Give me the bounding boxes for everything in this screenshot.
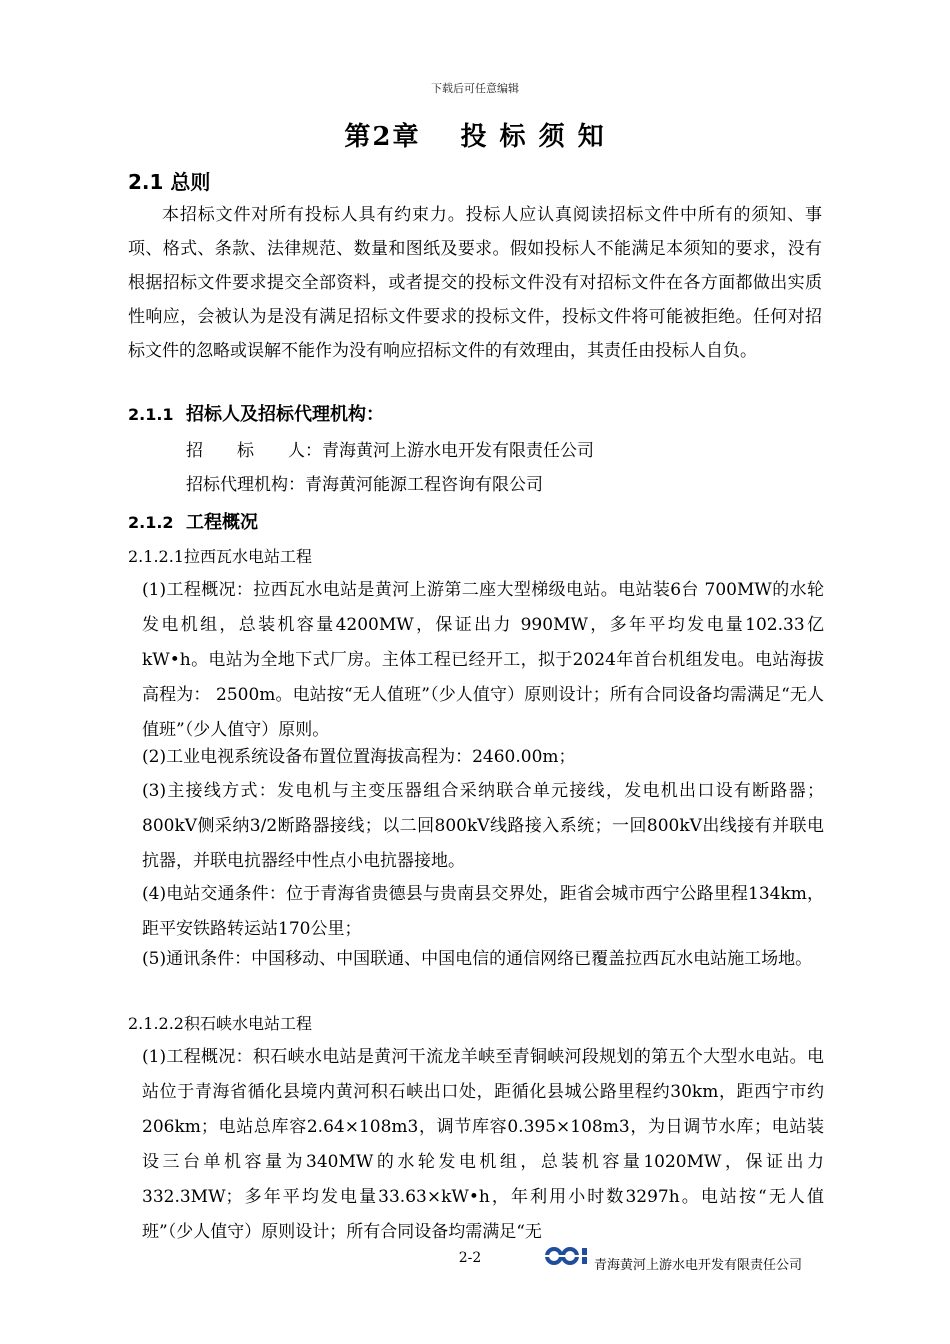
section-title: 招标人及招标代理机构： bbox=[186, 404, 384, 425]
subsection-title-jishixia: 2.1.2.2积石峡水电站工程 bbox=[128, 1014, 312, 1033]
chapter-name: 投 标 须 知 bbox=[460, 122, 606, 152]
subsection-title-laxiwa: 2.1.2.1拉西瓦水电站工程 bbox=[128, 547, 312, 566]
agency-label: 招标代理机构： bbox=[186, 475, 305, 495]
section-heading-2-1-2 bbox=[128, 508, 258, 534]
laxiwa-item-2: (2)工业电视系统设备布置位置海拔高程为：2460.00m； bbox=[142, 747, 576, 767]
laxiwa-item-3: (3)主接线方式：发电机与主变压器组合采纳联合单元接线，发电机出口设有断路器；800kV侧采纳3/2断路器接线；以二回800kV线路接入系统；一回800kV出线接有并联电抗器，并联电抗器经中性点小电抗器接地。 bbox=[142, 781, 824, 871]
agency-line bbox=[186, 468, 543, 502]
section-title: 工程概况 bbox=[186, 512, 258, 533]
laxiwa-item-5: (5)通讯条件：中国移动、中国联通、中国电信的通信网络已覆盖拉西瓦水电站施工场地。 bbox=[142, 949, 813, 969]
jishixia-item-1: (1)工程概况：积石峡水电站是黄河干流龙羊峡至青铜峡河段规划的第五个大型水电站。电站位于青海省循化县境内黄河积石峡出口处，距循化县城公路里程约30km，距西宁市约206km；电站总库容2.64×108m3，调节库容0.395×108m3，为日调节水库；电站装设三台单机容量为340MW的水轮发电机组，总装机容量1020MW，保证出力332.3MW；多年平均发电量33.63×kW•h，年利用小时数3297h。电站按“无人值班”（少人值守）原则设计；所有合同设备均需满足“无 bbox=[142, 1047, 824, 1242]
section-number: 2.1.2 bbox=[128, 513, 174, 532]
laxiwa-item-1: (1)工程概况：拉西瓦水电站是黄河上游第二座大型梯级电站。电站装6台 700MW的水轮发电机组，总装机容量4200MW，保证出力 990MW，多年平均发电量102.33亿 kW•h。电站为全地下式厂房。主体工程已经开工，拟于2024年首台机组发电。电站海拔高程为： 2500m。电站按“无人值班”（少人值守）原则设计；所有合同设备均需满足“无人值班”（少人值守）原则。 bbox=[142, 580, 824, 740]
tenderer-label: 招 标 人： bbox=[186, 441, 322, 461]
footer-company: 青海黄河上游水电开发有限责任公司 bbox=[594, 1258, 803, 1273]
chapter-title bbox=[0, 116, 950, 153]
section-heading-2-1-1 bbox=[128, 400, 384, 426]
section-2-1-body: 本招标文件对所有投标人具有约束力。投标人应认真阅读招标文件中所有的须知、事项、格式、条款、法律规范、数量和图纸及要求。假如投标人不能满足本须知的要求，没有根据招标文件要求提交全部资料，或者提交的投标文件没有对招标文件在各方面都做出实质性响应，会被认为是没有满足招标文件要求的投标文件，投标文件将可能被拒绝。任何对招标文件的忽略或误解不能作为没有响应招标文件的有效理由，其责任由投标人自负。 bbox=[128, 205, 822, 361]
laxiwa-item-4: (4)电站交通条件：位于青海省贵德县与贵南县交界处，距省会城市西宁公路里程134km，距平安铁路转运站170公里； bbox=[142, 884, 824, 939]
page-number: 2-2 bbox=[458, 1250, 482, 1266]
header-note: 下载后可任意编辑 bbox=[431, 82, 519, 95]
tenderer-value: 青海黄河上游水电开发有限责任公司 bbox=[322, 441, 594, 461]
section-number: 2.1.1 bbox=[128, 405, 174, 424]
section-heading-2-1: 2.1 总则 bbox=[128, 170, 211, 194]
tenderer-line bbox=[186, 434, 594, 468]
company-logo-icon bbox=[545, 1244, 593, 1268]
agency-value: 青海黄河能源工程咨询有限公司 bbox=[305, 475, 543, 495]
chapter-number: 第2章 bbox=[344, 122, 421, 152]
